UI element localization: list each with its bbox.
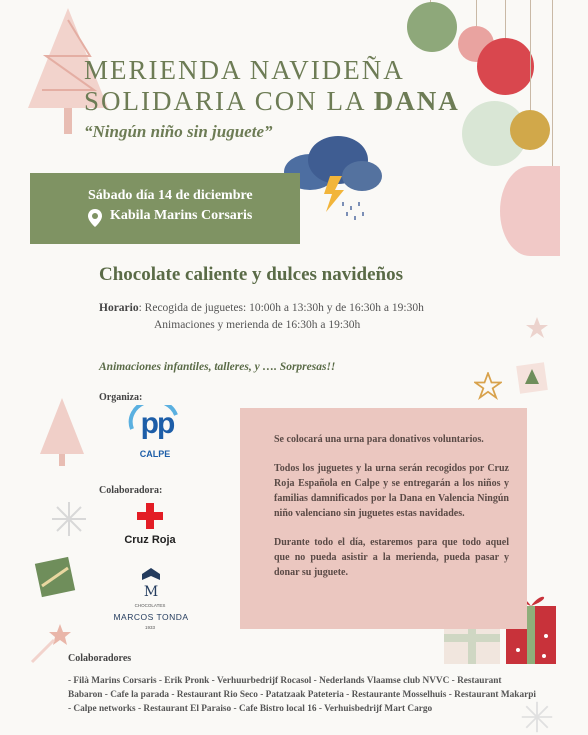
event-date: Sábado día 14 de diciembre [88,188,253,203]
title-line-2-bold: DANA [373,86,460,116]
page-title [84,55,544,117]
marcos-tonda-year: 1933 [144,625,155,630]
pp-logo [124,405,186,465]
colaboradora-label: Colaboradora: [99,485,163,496]
schedule-label: Horario [99,302,139,314]
cruz-roja-text: Cruz Roja [124,534,176,546]
tree-card-icon [514,360,550,396]
colaboradores-label: Colaboradores [68,653,132,664]
title-line-2-prefix: SOLIDARIA CON LA [84,86,374,116]
title-line-1: MERIENDA NAVIDEÑA [84,55,405,85]
event-info-box [30,173,300,244]
location-pin-icon [88,209,102,227]
colaboradores-list: - Filà Marins Corsaris - Erik Pronk - Verhuurbedrijf Rocasol - Nederlands Vlaamse club NVVC - Restaurant Babaron - Cafe la parada - Restaurant Rio Seco - Patatzaak Pateteria - Restaurante Mosselhuis - Restaurant Makarpi - Calpe networks - Restaurant El Paraiso - Cafe Bistro local 16 - Verhuisbedrijf Mart Cargo [68,676,536,714]
marcos-tonda-small: CHOCOLATES [134,603,166,608]
activities: Animaciones infantiles, talleres, y …. Sorpresas!! [99,361,336,373]
headline: Chocolate caliente y dulces navideños [99,264,403,285]
svg-text:M: M [143,584,159,600]
ornament-rose-icon [500,166,560,256]
marcos-tonda-icon [138,566,164,604]
star-outline-icon [474,372,502,400]
cruz-roja-cross-icon [137,503,163,533]
schedule-line-2: Animaciones y merienda de 16:30h a 19:30h [154,319,361,331]
schedule-text-1: : Recogida de juguetes: 10:00h a 13:30h y de 16:30h a 19:30h [138,302,424,314]
christmas-tree-small-icon [40,398,84,466]
marcos-tonda-name: MARCOS TONDA [113,612,189,622]
organiza-label: Organiza: [99,392,143,403]
event-place: Kabila Marins Corsaris [110,208,253,223]
pp-logo-text: pp [140,407,174,440]
pp-logo-caption: CALPE [139,449,171,459]
snowflake-icon [50,500,88,538]
info-paragraph-3: Durante todo el día, estaremos para que todo aquel que no pueda asistir a la merienda, pueda pasar y donar su juguete. [274,537,509,578]
gift-icon [34,556,76,598]
schedule [99,300,424,334]
title-line-2 [84,86,544,117]
subtitle: “Ningún niño sin juguete” [84,122,273,141]
info-paragraph-2: Todos los juguetes y la urna serán recogidos por Cruz Roja Española en Calpe y se entregarán a los niños y familias damnificados por la Dana en Valencia Ningún niño valenciano sin juguetes estas navidades. [274,463,509,519]
star-icon [525,316,549,340]
info-paragraph-1: Se colocará una urna para donativos voluntarios. [274,434,484,445]
info-box [240,408,527,629]
schedule-line-1 [99,300,424,317]
ornament-green-icon [407,2,457,52]
